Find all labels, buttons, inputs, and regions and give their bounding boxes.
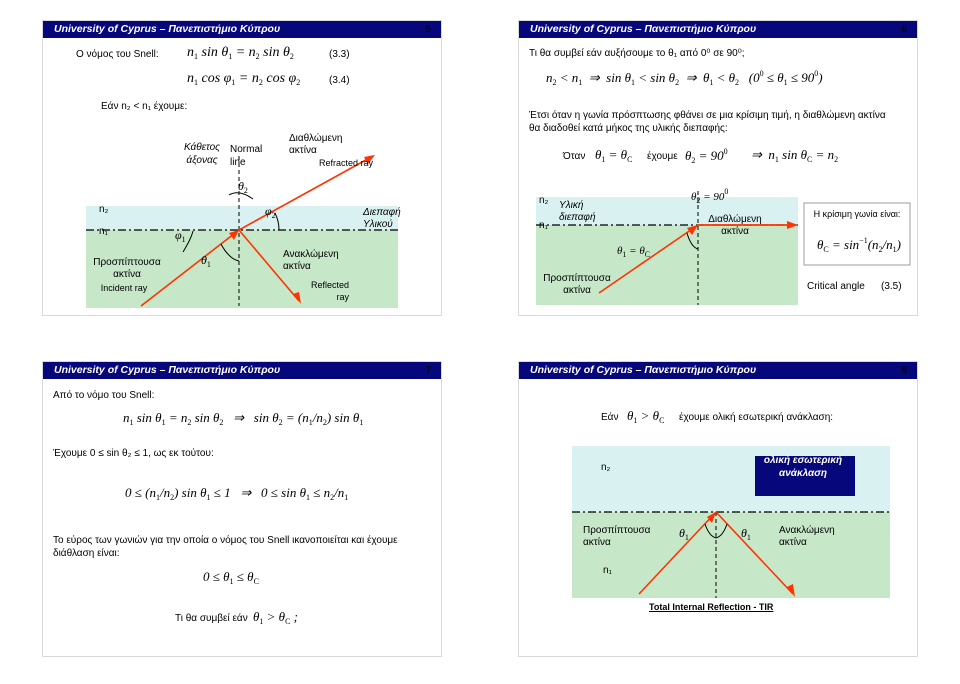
thetac-label: $\theta_1 = \theta_C$: [617, 245, 651, 259]
reflected-ray-label-greek: Ανακλώμενη ακτίνα: [283, 249, 339, 272]
inequality-chain: $n_2 < n_1$ ⇒ $\sin \theta_1 < \sin \theta_2$ ⇒ $\theta_1 < \theta_2$ $(0^0 \le \theta_1 \le 90^0)$: [546, 69, 823, 87]
interface-label: Υλική διεπαφή: [559, 200, 596, 223]
critical-condition: ⇒ $n_1$ $\sin \theta_C = n_2$: [751, 147, 839, 164]
phi1-symbol: $\varphi_1$: [175, 228, 186, 244]
slide-8: [518, 361, 918, 657]
reflected-ray-label: Ανακλώμενη ακτίνα: [779, 525, 835, 548]
snell-equation-2: $n_1$ $\cos \varphi_1 = n_2$ $\cos \varphi_2$: [187, 71, 301, 87]
normal-line-label: Normal line: [230, 144, 263, 168]
university-title: University of Cyprus – Πανεπιστήμιο Κύπρου: [54, 364, 281, 376]
critical-paragraph: Έτσι όταν η γωνία πρόσπτωσης φθάνει σε μια κρίσιμη τιμή, η διαθλώμενη ακτίνα θα διαδοθεί κατά μήκος της υλικής διεπαφής:: [529, 110, 886, 134]
university-title: University of Cyprus – Πανεπιστήμιο Κύπρου: [54, 23, 281, 35]
medium-upper: [86, 206, 398, 230]
range-text: Το εύρος των γωνιών για την οποία ο νόμος του Snell ικανοποιείται και έχουμε διάθλαση είναι:: [53, 535, 398, 559]
when-label: Όταν: [563, 151, 586, 162]
tir-caption: Total Internal Reflection - TIR: [649, 602, 774, 612]
theta1-right-symbol: $\theta_1$: [741, 526, 751, 542]
interface-label: Διεπαφή Υλικού: [363, 207, 401, 230]
slide-5: [42, 20, 442, 316]
page-number: 7: [425, 365, 431, 376]
medium-label-n1: n₁: [539, 220, 548, 231]
slide-header: [43, 362, 441, 379]
critical-angle-diagram: [519, 21, 917, 315]
condition-text: Εάν n₂ < n₁ έχουμε:: [101, 101, 188, 112]
page-number: 6: [901, 24, 907, 35]
equation-number-3-4: (3.4): [329, 75, 350, 86]
reflected-ray-label-english: Reflected ray: [310, 280, 349, 302]
from-snell-label: Από το νόμο του Snell:: [53, 390, 155, 401]
angle-question: Τι θα συμβεί εάν αυξήσουμε το θ₁ από 0⁰ σε 90⁰;: [529, 48, 745, 59]
page-number: 5: [425, 24, 431, 35]
phi2-symbol: $\varphi_2$: [265, 204, 276, 220]
tir-box-label: ολική εσωτερική ανάκλαση: [763, 455, 843, 479]
slide-7: [42, 361, 442, 657]
critical-angle-formula: $\theta_C = \sin^{-1}(n_2/n_1)$: [817, 236, 902, 254]
we-have-label: έχουμε: [647, 151, 678, 162]
incident-ray-label: Προσπίπτουσα ακτίνα: [583, 525, 651, 548]
theta2-90-label: $\theta_2 = 90^0$: [691, 187, 729, 205]
medium-label-n2: n₂: [539, 195, 549, 206]
tir-condition: $\theta_1 > \theta_C$: [627, 408, 665, 425]
medium-label-n1: n₁: [99, 226, 108, 237]
critical-angle-title: Η κρίσιμη γωνία είναι:: [813, 209, 901, 219]
tir-result: έχουμε ολική εσωτερική ανάκλαση:: [679, 412, 834, 423]
page-number: 8: [901, 365, 907, 376]
theta1-left-symbol: $\theta_1$: [679, 526, 689, 542]
university-title: University of Cyprus – Πανεπιστήμιο Κύπρου: [530, 23, 757, 35]
theta1-symbol: $\theta_1$: [201, 253, 211, 269]
if-label: Εάν: [601, 412, 619, 423]
snell-rearranged: $n_1$ $\sin \theta_1 = n_2$ $\sin \theta_2$ ⇒ $\sin \theta_2 = (n_1/n_2)$ $\sin \theta_1$: [123, 410, 364, 427]
theta2-equals-90: $\theta_2 = 90^0$: [685, 147, 728, 165]
snell-law-label: Ο νόμος του Snell:: [76, 49, 159, 60]
snell-equation-1: $n_1$ $\sin \theta_1 = n_2$ $\sin \theta_2$: [187, 45, 294, 61]
equation-number-3-3: (3.3): [329, 49, 350, 60]
equation-number-3-5: (3.5): [881, 281, 902, 292]
medium-label-n2: n₂: [601, 462, 611, 473]
angle-range: $0 \le \theta_1 \le \theta_C$: [203, 569, 259, 586]
question-condition: $\theta_1 > \theta_C$ ;: [253, 609, 298, 626]
normal-axis-label: Κάθετος άξονας: [183, 142, 221, 166]
theta2-symbol: $\theta_2$: [238, 179, 248, 195]
medium-label-n1: n₁: [603, 565, 612, 576]
refracted-ray-label: Διαθλώμενη ακτίνα: [708, 214, 762, 237]
critical-angle-english: Critical angle: [807, 281, 865, 292]
theta1-equals-thetac: $\theta_1 = \theta_C$: [595, 147, 633, 164]
bounds-text: Έχουμε 0 ≤ sin θ₂ ≤ 1, ως εκ τούτου:: [53, 448, 214, 459]
incident-ray-label-greek: Προσπίπτουσα ακτίνα: [93, 257, 161, 280]
refracted-ray-label-english: Refracted ray: [318, 158, 373, 168]
slide-6: [518, 20, 918, 316]
university-title: University of Cyprus – Πανεπιστήμιο Κύπρου: [530, 364, 757, 376]
incident-ray-label-english: Incident ray: [100, 283, 148, 293]
question-text: Τι θα συμβεί εάν: [175, 613, 248, 624]
refracted-ray-label-greek: Διαθλώμενη ακτίνα: [289, 133, 343, 156]
medium-label-n2: n₂: [99, 204, 109, 215]
incident-ray-label: Προσπίπτουσα ακτίνα: [543, 273, 611, 296]
bounds-inequality: $0 \le (n_1/n_2)$ $\sin \theta_1 \le 1$ ⇒ $0 \le \sin \theta_1 \le n_2/n_1$: [125, 485, 349, 502]
